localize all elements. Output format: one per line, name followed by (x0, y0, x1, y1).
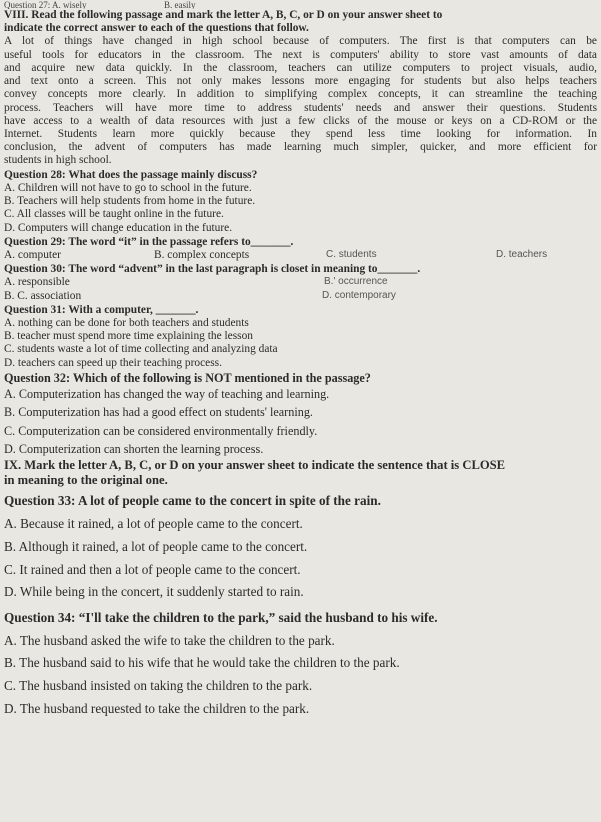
q27-fragment: Question 27: A. wisely (4, 0, 87, 9)
q29-option-d[interactable]: D. teachers (496, 248, 548, 260)
question-28-stem: Question 28: What does the passage mainly discuss? (4, 168, 258, 181)
passage-line: A lot of things have changed in high school because of computers. The first is that computers can be (4, 35, 597, 48)
passage-line: and acquire new data quickly. In the classroom, teachers can utilize computers to project visuals, audio, (4, 61, 597, 74)
q29-option-a[interactable]: A. computer (4, 248, 61, 261)
passage-line: students in high school. (4, 154, 112, 167)
q31-option-a[interactable]: A. nothing can be done for both teachers and students (4, 317, 249, 330)
question-32-stem: Question 32: Which of the following is NOT mentioned in the passage? (4, 370, 371, 385)
question-33-stem: Question 33: A lot of people came to the concert in spite of the rain. (4, 493, 381, 509)
q32-option-a[interactable]: A. Computerization has changed the way of teaching and learning. (4, 387, 330, 402)
q28-option-b[interactable]: B. Teachers will help students from home in the future. (4, 195, 256, 208)
q29-options-row (4, 249, 597, 262)
section-9-questions (4, 490, 597, 720)
passage-line: process. Teachers will have more time to address students' needs and answer their questions. Students (4, 101, 597, 114)
q32-option-c[interactable]: C. Computerization can be considered environmentally friendly. (4, 423, 318, 438)
q34-option-c[interactable]: C. The husband insisted on taking the children to the park. (4, 678, 313, 694)
passage-line: have access to a wealth of data resources with just a few clicks of the mouse or keys on a CD-ROM or the (4, 114, 597, 127)
section-8-heading-line-2: indicate the correct answer to each of the questions that follow. (4, 22, 309, 35)
question-31-stem: Question 31: With a computer, _______. (4, 303, 199, 316)
q30-option-c[interactable]: B. C. association (4, 289, 82, 302)
q28-option-c[interactable]: C. All classes will be taught online in the future. (4, 208, 224, 221)
question-34-stem: Question 34: “I'll take the children to the park,” said the husband to his wife. (4, 609, 438, 625)
q32-option-d[interactable]: D. Computerization can shorten the learning process. (4, 441, 264, 456)
passage-line: conclusion, the advent of computers has made learning much simpler, quicker, and more efficient for (4, 141, 597, 154)
q32-options (4, 385, 597, 458)
q33-option-c[interactable]: C. It rained and then a lot of people came to the concert. (4, 561, 301, 577)
q31-option-b[interactable]: B. teacher must spend more time explaining the lesson (4, 330, 253, 343)
q30-option-d[interactable]: D. contemporary (322, 289, 396, 301)
section-9-heading-line-2: in meaning to the original one. (4, 472, 168, 487)
reading-passage (4, 35, 597, 167)
q31-option-c[interactable]: C. students waste a lot of time collecting and analyzing data (4, 343, 278, 356)
q31-option-d[interactable]: D. teachers can speed up their teaching process. (4, 356, 222, 369)
q33-option-a[interactable]: A. Because it rained, a lot of people came to the concert. (4, 516, 303, 532)
cut-off-question-27 (4, 0, 597, 9)
q30-option-b[interactable]: B.' occurrence (324, 276, 388, 288)
q30-options-row-2 (4, 290, 597, 303)
passage-line: and text onto a screen. This not only makes lessons more engaging for students but also helps teachers (4, 75, 597, 88)
question-29-stem: Question 29: The word “it” in the passage refers to_______. (4, 235, 294, 248)
passage-line: Internet. Students learn more quickly because they spend less time looking for information. In (4, 127, 597, 140)
q34-option-b[interactable]: B. The husband said to his wife that he would take the children to the park. (4, 655, 400, 671)
q33-option-b[interactable]: B. Although it rained, a lot of people came to the concert. (4, 538, 308, 554)
q32-option-b[interactable]: B. Computerization has had a good effect on students' learning. (4, 405, 313, 420)
q33-option-d[interactable]: D. While being in the concert, it suddenly started to rain. (4, 584, 304, 600)
question-30-stem: Question 30: The word “advent” in the last paragraph is closet in meaning to_______. (4, 263, 421, 276)
passage-line: useful tools for educators in the classroom. The next is computers' ability to store vast amounts of data (4, 48, 597, 61)
q29-option-b[interactable]: B. complex concepts (154, 248, 250, 261)
q28-option-a[interactable]: A. Children will not have to go to school in the future. (4, 181, 252, 194)
q29-option-c[interactable]: C. students (326, 248, 377, 260)
q34-option-a[interactable]: A. The husband asked the wife to take the children to the park. (4, 632, 335, 648)
q27-option-b: B. easily (164, 0, 196, 9)
q30-options-row-1 (4, 276, 597, 289)
passage-line: convey concepts more clearly. In addition to simplifying complex concepts, it can streamline the teaching (4, 88, 597, 101)
q30-option-a[interactable]: A. responsible (4, 276, 70, 289)
section-9-heading-line-1: IX. Mark the letter A, B, C, or D on your answer sheet to indicate the sentence that is CLOSE (4, 458, 506, 473)
q28-option-d[interactable]: D. Computers will change education in the future. (4, 221, 233, 234)
section-8-heading-line-1: VIII. Read the following passage and mark the letter A, B, C, or D on your answer sheet to (4, 9, 443, 21)
q34-option-d[interactable]: D. The husband requested to take the children to the park. (4, 700, 310, 716)
